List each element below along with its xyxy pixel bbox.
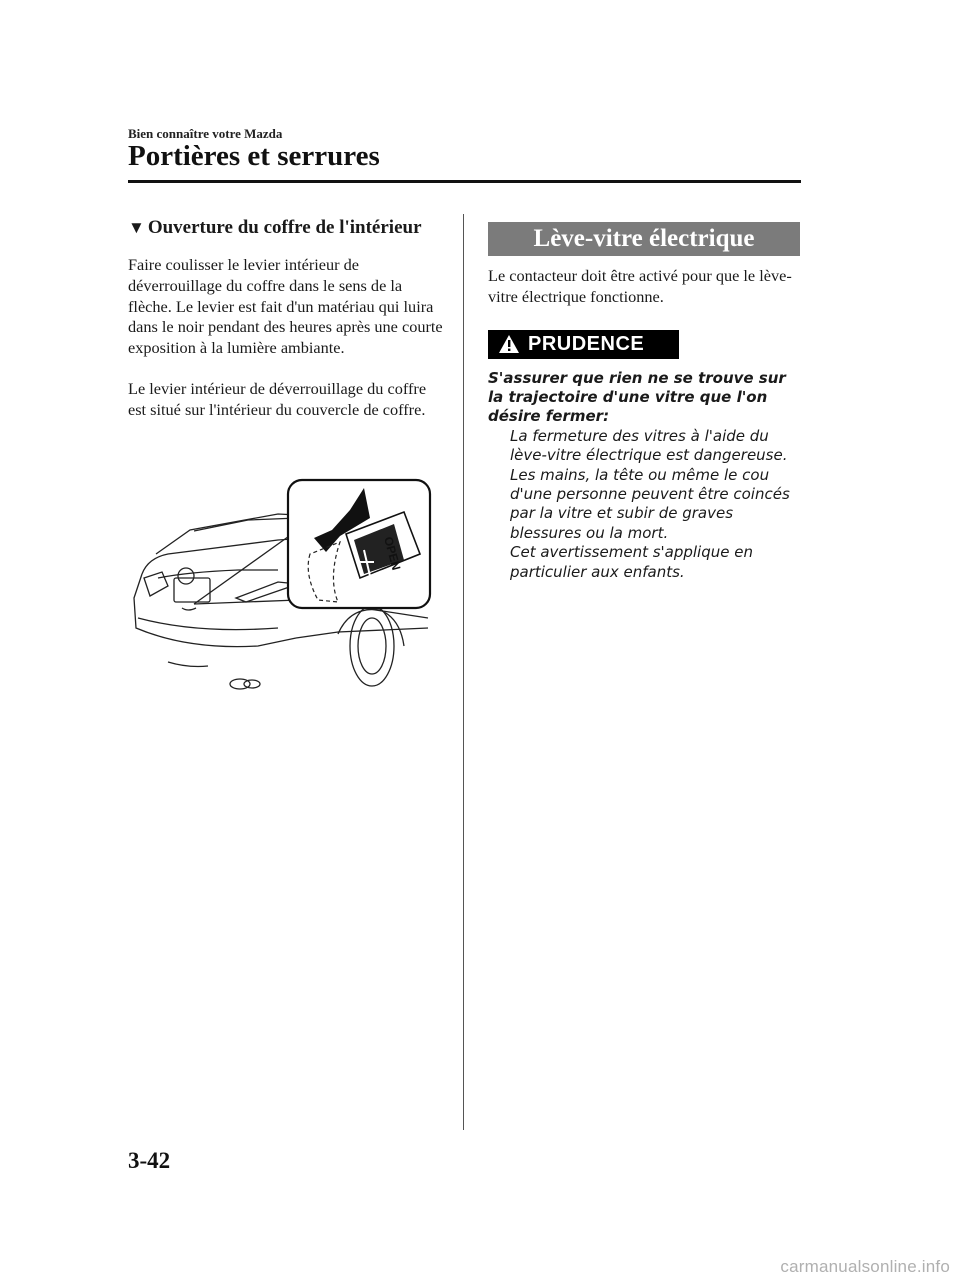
section-heading-text: Ouverture du coffre de l'intérieur: [147, 217, 422, 238]
power-window-intro: Le contacteur doit être activé pour que le lève-vitre électrique fonctionne.: [488, 266, 792, 306]
trunk-paragraph-1: Faire coulisser le levier intérieur de déverrouillage du coffre dans le sens de la flèche. Le levier est fait d'un matériau qui luira dans le noir pendant des heures après une courte exposition à la lumière ambiante.: [128, 255, 443, 358]
open-label: OPEN: [381, 535, 404, 572]
caution-label: PRUDENCE: [528, 332, 645, 355]
warning-icon: [498, 334, 520, 354]
power-window-banner: Lève-vitre électrique: [488, 222, 800, 256]
caution-badge: [488, 330, 679, 359]
page-number: 3-42: [128, 1148, 171, 1173]
watermark: carmanualsonline.info: [780, 1257, 950, 1276]
left-column: [128, 217, 446, 441]
column-divider: [463, 214, 464, 1130]
caution-body-text: La fermeture des vitres à l'aide du lève-vitre électrique est dangereuse. Les mains, la tête ou même le cou d'une personne peuvent être coincés par la vitre et subir de graves blessures ou la mort.: [510, 426, 790, 542]
trunk-paragraph-2: Le levier intérieur de déverrouillage du coffre est situé sur l'intérieur du couvercle de coffre.: [128, 378, 427, 419]
caution-children-text: Cet avertissement s'applique en particulier aux enfants.: [510, 543, 753, 581]
section-heading-trunk: [128, 217, 446, 239]
trunk-release-illustration: [128, 478, 434, 698]
header-rule: [128, 180, 801, 183]
caution-lead-text: S'assurer que rien ne se trouve sur la trajectoire d'une vitre que l'on désire fermer:: [488, 368, 786, 426]
triangle-marker-icon: ▼: [128, 218, 145, 237]
section-label: Bien connaître votre Mazda: [128, 126, 283, 141]
right-column: [488, 222, 800, 582]
page-title: Portières et serrures: [128, 140, 380, 172]
